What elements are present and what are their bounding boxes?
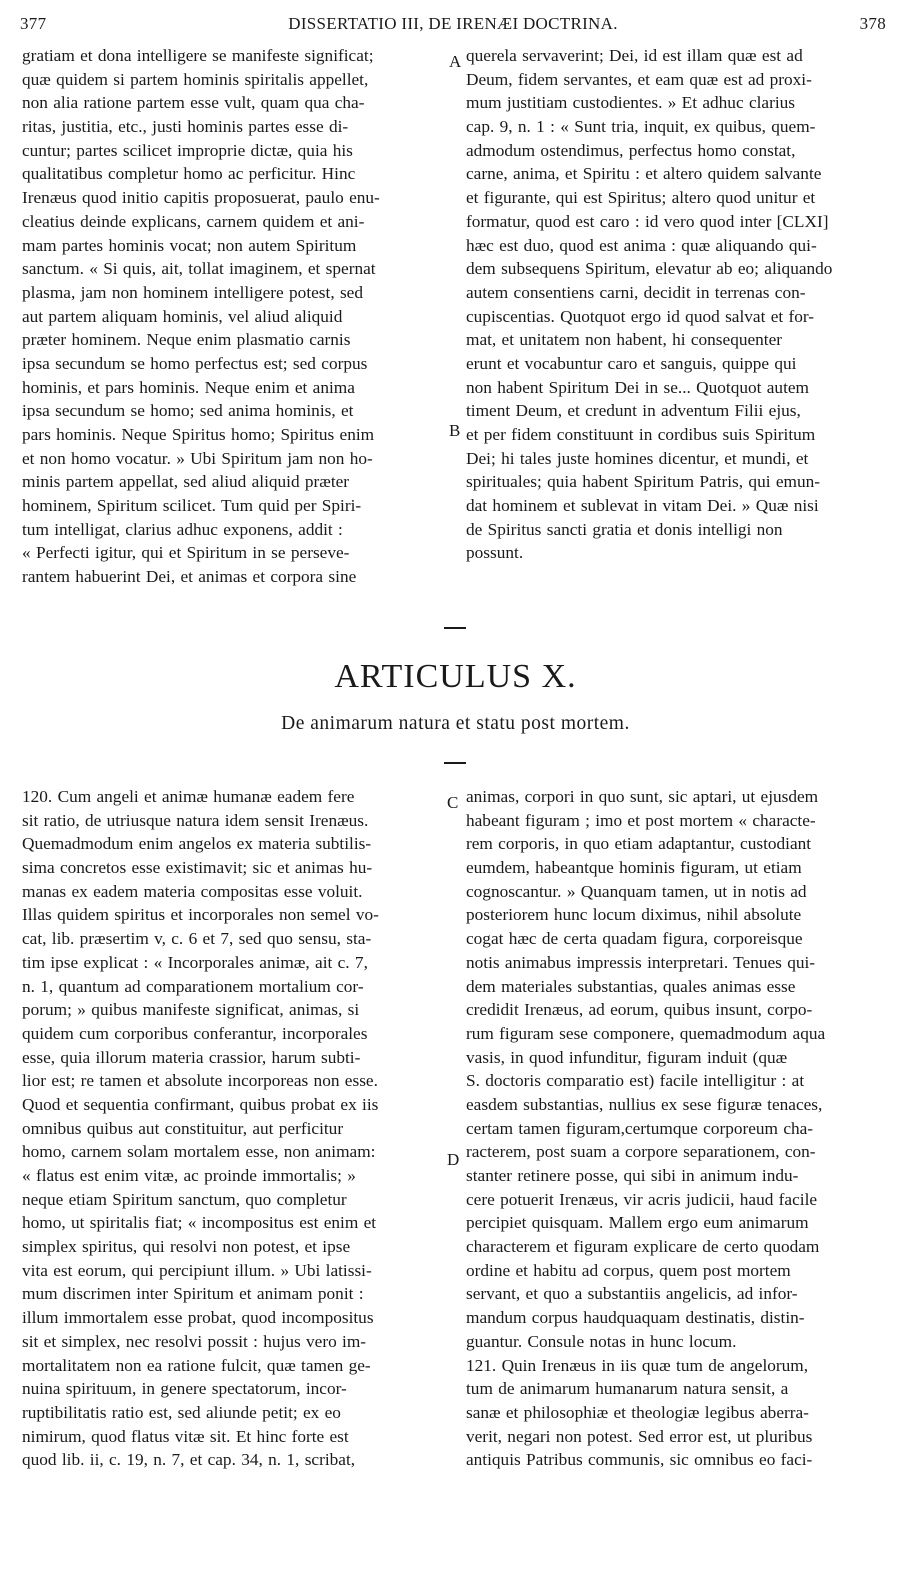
text-line: gratiam et dona intelligere se manifeste significat; <box>22 46 374 65</box>
title-divider-dash <box>444 762 466 764</box>
text-line: quod lib. ii, c. 19, n. 7, et cap. 34, n. 1, scribat, <box>22 1450 356 1470</box>
text-line: Illas quidem spiritus et incorporales non semel vo- <box>22 905 379 925</box>
text-line: neque etiam Spiritum sanctum, quo completur <box>22 1189 347 1209</box>
text-line: tum de animarum humanarum natura sensit, a <box>466 1379 789 1399</box>
text-line: cleatius deinde explicans, carnem quidem et ani- <box>22 211 365 231</box>
text-line: mortalitatem non ea ratione fulcit, quæ tamen ge- <box>22 1355 371 1375</box>
text-line: Quemadmodum enim angelos ex materia subtilis- <box>22 834 372 854</box>
text-line: formatur, quod est caro : id vero quod inter [CLXI] <box>466 211 829 231</box>
text-line: sit et simplex, nec resolvi possit : hujus vero im- <box>22 1331 367 1351</box>
text-line: et non homo vocatur. » Ubi Spiritum jam non ho- <box>22 448 373 468</box>
text-line: sanæ et philosophiæ et theologiæ legibus aberra- <box>466 1402 809 1422</box>
text-line: nuina spirituum, in genere spectatorum, incor- <box>22 1379 347 1399</box>
text-line: mandum corpus haudquaquam destinatis, distin- <box>466 1308 805 1328</box>
margin-letter-b: B <box>449 421 461 440</box>
text-line: nimirum, quod flatus vitæ sit. Et hinc forte est <box>22 1426 349 1446</box>
text-line: dem materiales substantias, quales animas esse <box>466 976 796 996</box>
section-divider-dash <box>444 627 466 629</box>
text-line: plasma, jam non hominem intelligere potest, sed <box>22 282 363 302</box>
text-line: Quod et sequentia confirmant, quibus probat ex iis <box>22 1094 379 1114</box>
text-line: manas ex eadem materia compositas esse voluit. <box>22 881 363 901</box>
text-line: easdem substantias, nullius ex sese figuræ tenaces, <box>466 1094 823 1114</box>
text-line: minis partem appellat, sed aliud aliquid præter <box>22 472 350 492</box>
text-line: ipsa secundum se homo perfectus est; sed corpus <box>22 353 368 373</box>
text-line: credidit Irenæus, ad eorum, quibus insunt, corpo- <box>466 1000 813 1020</box>
text-line: lior est; re tamen et absolute incorporeas non esse. <box>22 1071 378 1091</box>
page-number-left: 377 <box>20 14 47 33</box>
text-line: 120. Cum angeli et animæ humanæ eadem fere <box>22 787 355 806</box>
margin-letter-a: A <box>449 52 462 71</box>
text-line: ruptibilitatis ratio est, sed aliunde petit; ex eo <box>22 1402 341 1422</box>
text-line: cupiscentias. Quotquot ergo id quod salvat et for- <box>466 306 815 326</box>
text-line: S. doctoris comparatio est) facile intelligitur : at <box>466 1071 805 1091</box>
text-line: verit, negari non potest. Sed error est, ut pluribus <box>466 1426 813 1446</box>
text-line: ritas, justitia, etc., justi hominis partes esse di- <box>22 117 349 137</box>
text-line: admodum ostendimus, perfectus homo constat, <box>466 140 796 160</box>
text-line: omnibus quibus aut constituitur, aut perficitur <box>22 1118 344 1138</box>
text-line: non alia ratione partem esse vult, quam qua cha- <box>22 93 365 113</box>
text-line: « Perfecti igitur, qui et Spiritum in se perseve- <box>22 543 350 563</box>
text-line: hominem, Spiritum scilicet. Tum quid per Spiri- <box>22 496 362 516</box>
text-line: cogat hæc de certa quadam figura, corporeisque <box>466 929 803 949</box>
text-line: animas, corpori in quo sunt, sic aptari, ut ejusdem <box>466 787 819 806</box>
text-line: « flatus est enim vitæ, ac proinde immortalis; » <box>22 1166 356 1185</box>
top-left-column <box>22 44 446 589</box>
text-line: quæ quidem si partem hominis spiritalis appellet, <box>22 69 369 89</box>
text-line: hæc est duo, quod est anima : quæ aliquando qui- <box>466 235 817 255</box>
text-line: esse, quia illorum materia crassior, harum subti- <box>22 1047 361 1067</box>
text-line: sit ratio, de utriusque natura idem sensit Irenæus. <box>22 810 369 830</box>
text-line: 121. Quin Irenæus in iis quæ tum de angelorum, <box>466 1355 809 1375</box>
page-number-right: 378 <box>859 14 886 33</box>
text-line: cere potuerit Irenæus, vir acris judicii, haud facile <box>466 1189 818 1209</box>
text-line: et figurante, qui est Spiritus; altero quod unitur et <box>466 188 816 208</box>
text-line: præter hominem. Neque enim plasmatio carnis <box>22 330 351 350</box>
text-line: non habent Spiritum Dei in se... Quotquot autem <box>466 377 809 397</box>
text-line: rantem habuerint Dei, et animas et corpora sine <box>22 567 357 587</box>
text-line: erunt et vocabuntur caro et sanguis, quippe qui <box>466 353 797 373</box>
bottom-right-column <box>466 785 890 1472</box>
running-title: DISSERTATIO III, DE IRENÆI DOCTRINA. <box>288 14 618 33</box>
text-line: mum justitiam custodientes. » Et adhuc clarius <box>466 93 796 113</box>
text-line: percipiet quisquam. Mallem ergo eum animarum <box>466 1213 809 1233</box>
text-line: sima concretos esse existimavit; sic et animas hu- <box>22 858 373 878</box>
text-line: cat, lib. præsertim v, c. 6 et 7, sed quo sensu, sta- <box>22 929 372 949</box>
text-line: stanter retinere posse, qui sibi in animum indu- <box>466 1166 799 1185</box>
text-line: homo, carnem solam mortalem esse, non animam: <box>22 1142 376 1162</box>
text-line: guantur. Consule notas in hunc locum. <box>466 1331 737 1351</box>
text-line: mat, et unitatem non habent, hi consequenter <box>466 330 783 350</box>
text-line: pars hominis. Neque Spiritus homo; Spiritus enim <box>22 425 375 444</box>
text-line: Dei; hi tales juste homines dicentur, et mundi, et <box>466 448 809 468</box>
text-line: sanctum. « Si quis, ait, tollat imaginem, et spernat <box>22 259 376 279</box>
text-line: vasis, in quod infunditur, figuram induit (quæ <box>466 1047 788 1067</box>
text-line: carne, anima, et Spiritu : et altero quidem salvante <box>466 164 822 184</box>
text-line: vita est eorum, qui percipiunt illum. » Ubi latissi- <box>22 1260 372 1280</box>
text-line: dat hominem et sublevat in vitam Dei. » Quæ nisi <box>466 496 819 516</box>
text-line: et per fidem constituunt in cordibus suis Spiritum <box>466 425 816 444</box>
text-line: hominis, et pars hominis. Neque enim et anima <box>22 377 355 397</box>
text-line: certam tamen figuram,certumque corporeum cha- <box>466 1118 814 1138</box>
text-line: tim ipse explicat : « Incorporales animæ, ait c. 7, <box>22 952 368 972</box>
text-line: autem consentiens carni, decidit in terrenas con- <box>466 282 806 302</box>
bottom-left-column <box>22 785 446 1472</box>
text-line: ordine et habitu ad corpus, quem post mortem <box>466 1260 791 1280</box>
top-right-column <box>466 44 890 565</box>
text-line: qualitatibus completur homo ac perficitur. Hinc <box>22 164 356 184</box>
text-line: cuntur; partes scilicet improprie dictæ, quia his <box>22 140 353 160</box>
text-line: possunt. <box>466 543 524 563</box>
text-line: cap. 9, n. 1 : « Sunt tria, inquit, ex quibus, quem- <box>466 117 816 137</box>
text-line: aut partem aliquam hominis, vel aliud aliquid <box>22 306 343 326</box>
text-line: ipsa secundum se homo; sed anima hominis, et <box>22 401 354 421</box>
text-line: posteriorem hunc locum diximus, nihil absolute <box>466 905 802 925</box>
text-line: Irenæus quod initio capitis proposuerat, paulo enu- <box>22 188 380 208</box>
text-line: mam partes hominis vocat; non autem Spiritum <box>22 235 357 255</box>
text-line: illum immortalem esse probat, quod incompositus <box>22 1308 374 1328</box>
running-head <box>20 14 886 38</box>
article-subtitle: De animarum natura et statu post mortem. <box>281 713 630 734</box>
text-line: spirituales; quia habent Spiritum Patris, qui emun- <box>466 472 820 492</box>
text-line: servant, et quo a substantiis angelicis, ad infor- <box>466 1284 798 1304</box>
text-line: dem subsequens Spiritum, elevatur ab eo; aliquando <box>466 259 833 279</box>
margin-letter-d: D <box>447 1150 460 1169</box>
text-line: timent Deum, et credunt in adventum Filii ejus, <box>466 401 801 421</box>
text-line: simplex spiritus, qui resolvi non potest, et ipse <box>22 1237 351 1257</box>
text-line: habeant figuram ; imo et post mortem « characte- <box>466 810 816 830</box>
text-line: tum intelligat, clarius adhuc exponens, addit : <box>22 519 343 539</box>
text-line: characterem et figuram explicare de certo quodam <box>466 1237 820 1257</box>
text-line: cognoscantur. » Quanquam tamen, ut in notis ad <box>466 881 807 901</box>
text-line: de Spiritus sancti gratia et donis intelligi non <box>466 519 783 539</box>
text-line: rum figuram sese componere, quemadmodum aqua <box>466 1023 826 1043</box>
article-title: ARTICULUS X. <box>334 658 577 695</box>
text-line: n. 1, quantum ad comparationem mortalium cor- <box>22 976 364 996</box>
text-line: rem corporis, in quo etiam adaptantur, custodiant <box>466 834 812 854</box>
text-line: mum discrimen inter Spiritum et animam ponit : <box>22 1284 364 1304</box>
text-line: notis animabus impressis interpretari. Tenues qui- <box>466 952 816 972</box>
text-line: racterem, post suam a corpore separationem, con- <box>466 1142 816 1162</box>
text-line: eumdem, habeantque hominis figuram, ut etiam <box>466 858 802 878</box>
text-line: Deum, fidem servantes, et eam quæ est ad proxi- <box>466 69 812 89</box>
text-line: porum; » quibus manifeste significat, animas, si <box>22 1000 360 1020</box>
text-line: antiquis Patribus communis, sic omnibus eo faci- <box>466 1450 813 1470</box>
text-line: quidem cum corporibus conferantur, incorporales <box>22 1023 368 1043</box>
text-line: homo, ut spiritalis fiat; « incompositus est enim et <box>22 1213 377 1233</box>
margin-letter-c: C <box>447 793 459 812</box>
text-line: querela servaverint; Dei, id est illam quæ est ad <box>466 46 803 65</box>
